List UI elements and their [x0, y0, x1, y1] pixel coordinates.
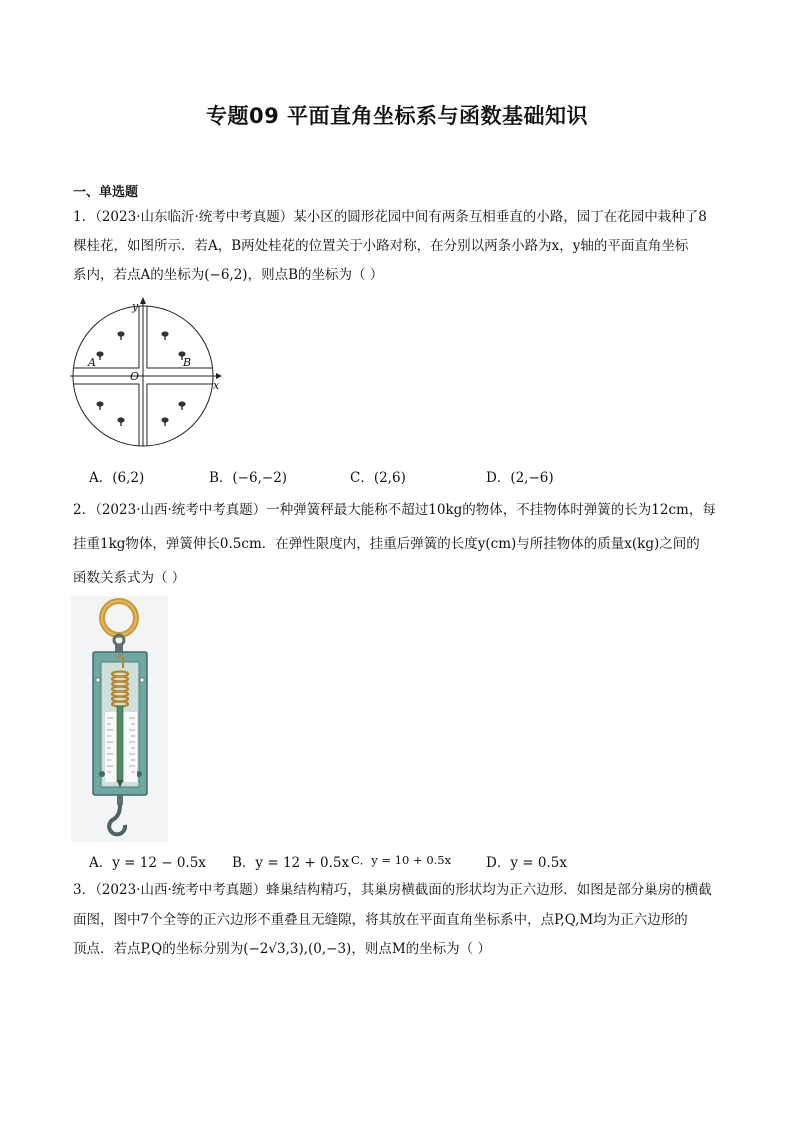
label-o: O	[130, 370, 140, 383]
question-1-line-3: 系内，若点A的坐标为(−6,2)，则点B的坐标为（ ）	[73, 267, 384, 283]
q2-option-a[interactable]: A．y = 12 − 0.5x	[89, 855, 206, 871]
question-2-line-3: 函数关系式为（ ）	[73, 570, 186, 586]
label-b: B	[183, 356, 192, 369]
question-2-line-1: 2．（2023·山西·统考中考真题）一种弹簧秤最大能称不超过10kg的物体，不挂物体时弹簧的长为12cm，每	[73, 502, 716, 518]
question-3-line-1: 3．（2023·山西·统考中考真题）蜂巢结构精巧，其巢房横截面的形状均为正六边形．如图是部分巢房的横截	[73, 882, 712, 898]
question-1-line-1: 1．（2023·山东临沂·统考中考真题）某小区的圆形花园中间有两条互相垂直的小路，园丁在花园中栽种了8	[73, 209, 707, 225]
question-2-text	[73, 493, 728, 595]
question-1-options	[89, 466, 729, 488]
question-2-line-2: 挂重1kg物体，弹簧伸长0.5cm．在弹性限度内，挂重后弹簧的长度y(cm)与所挂物体的质量x(kg)之间的	[73, 536, 700, 552]
section-heading: 一、单选题	[73, 185, 139, 200]
q1-option-d[interactable]: D．(2,−6)	[486, 470, 554, 486]
question-2-options	[89, 851, 729, 873]
question-3-text	[73, 876, 728, 965]
q2-option-b[interactable]: B．y = 12 + 0.5x	[232, 855, 350, 871]
label-x: x	[213, 379, 220, 392]
q1-option-a[interactable]: A．(6,2)	[89, 470, 145, 486]
tree-icons	[96, 331, 185, 426]
q2-option-d[interactable]: D．y = 0.5x	[486, 855, 567, 871]
question-3-line-2: 面图，图中7个全等的正六边形不重叠且无缝隙，将其放在平面直角坐标系中，点P,Q,M均为正六边形的	[73, 911, 688, 928]
q2-option-c[interactable]: C．y = 10 + 0.5x	[351, 853, 452, 867]
question-1-line-2: 棵桂花，如图所示．若A，B两处桂花的位置关于小路对称，在分别以两条小路为x，y轴的平面直角坐标	[73, 238, 689, 254]
question-1-text	[73, 203, 728, 290]
label-y: y	[132, 300, 139, 313]
q1-option-c[interactable]: C．(2,6)	[350, 470, 406, 486]
question-3-line-3: 顶点．若点P,Q的坐标分别为(−2√3,3),(0,−3)，则点M的坐标为（ ）	[73, 941, 491, 957]
y-axis-arrow-icon	[140, 297, 146, 304]
label-a: A	[88, 356, 96, 369]
page-title: 专题09 平面直角坐标系与函数基础知识	[205, 104, 589, 128]
garden-figure	[66, 296, 226, 451]
spring-scale-figure	[71, 596, 168, 842]
q1-option-b[interactable]: B．(−6,−2)	[209, 470, 288, 486]
